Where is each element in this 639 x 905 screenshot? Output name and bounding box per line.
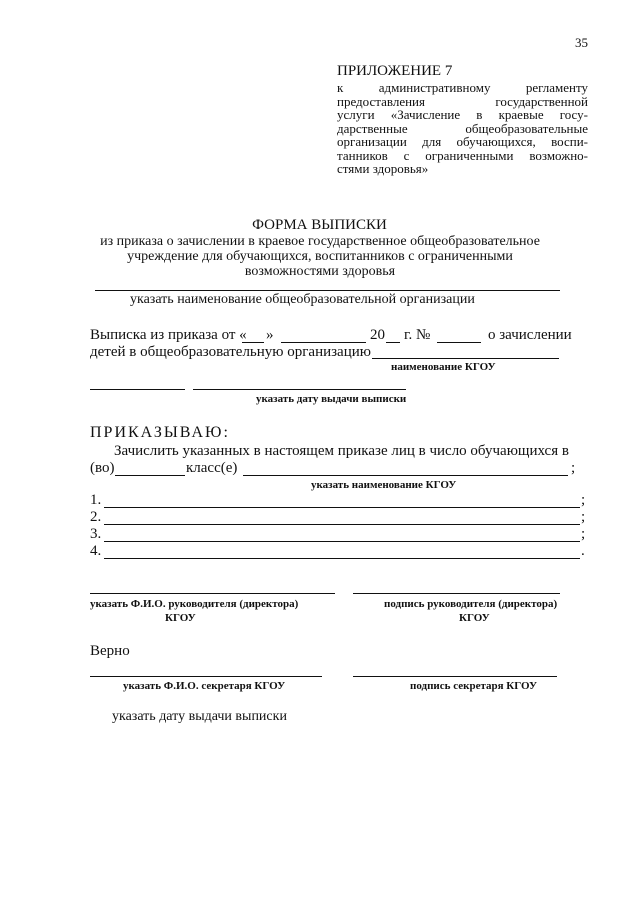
org-name-line bbox=[95, 290, 560, 291]
form-subtitle-line: из приказа о зачислении в краевое государственное общеобразовательное bbox=[100, 234, 540, 249]
extract-close-quote: » bbox=[266, 327, 274, 343]
class-semicolon: ; bbox=[571, 460, 576, 476]
secretary-sign-line bbox=[353, 676, 557, 677]
extract-suffix: о зачислении bbox=[488, 327, 572, 343]
secretary-fio-hint: указать Ф.И.О. секретаря КГОУ bbox=[123, 680, 286, 692]
list-item-line bbox=[104, 524, 580, 525]
list-item-number: 3. bbox=[90, 526, 102, 542]
director-sign-line bbox=[353, 593, 560, 594]
appendix-line: дарственные общеобразовательные bbox=[337, 120, 588, 136]
secretary-fio-line bbox=[90, 676, 322, 677]
appendix-title: ПРИЛОЖЕНИЕ 7 bbox=[337, 63, 453, 79]
page-number: 35 bbox=[575, 35, 588, 50]
appendix-line: организации для обучающихся, воспи- bbox=[337, 134, 588, 149]
enroll-text: Зачислить указанных в настоящем приказе лиц в число обучающихся в bbox=[114, 443, 569, 459]
appendix-line: услуги «Зачисление в краевые госу- bbox=[337, 107, 588, 122]
list-item-number: 4. bbox=[90, 543, 102, 559]
issue-date-line bbox=[193, 389, 406, 390]
issue-short-line bbox=[90, 389, 185, 390]
appendix-body bbox=[337, 81, 588, 176]
final-date-hint: указать дату выдачи выписки bbox=[112, 709, 287, 724]
list-item-end: ; bbox=[581, 526, 586, 542]
list-item-end: ; bbox=[581, 492, 586, 508]
list-item-line bbox=[104, 507, 580, 508]
list-item-end: ; bbox=[581, 509, 586, 525]
director-fio-line bbox=[90, 593, 335, 594]
list-item-end: . bbox=[581, 543, 585, 559]
kgou-name-hint: наименование КГОУ bbox=[391, 361, 496, 373]
director-sign-hint: подпись руководителя (директора) bbox=[384, 598, 558, 610]
secretary-sign-hint: подпись секретаря КГОУ bbox=[410, 680, 538, 692]
appendix-line: танников с ограниченными возможно- bbox=[337, 147, 588, 163]
director-fio-hint-kgou: КГОУ bbox=[165, 612, 196, 624]
list-item-line bbox=[104, 558, 580, 559]
vo-label: (во) bbox=[90, 460, 115, 476]
appendix-line: к административному регламенту bbox=[337, 80, 588, 95]
list-item-number: 2. bbox=[90, 509, 102, 525]
day-line bbox=[242, 342, 264, 343]
extract-prefix: Выписка из приказа от « bbox=[90, 327, 247, 343]
extract-year: 20 bbox=[370, 327, 385, 343]
form-subtitle-line: возможностями здоровья bbox=[244, 264, 396, 279]
extract-line2: детей в общеобразовательную организацию bbox=[90, 344, 371, 360]
appendix-line: предоставления государственной bbox=[337, 93, 588, 109]
list-item-line bbox=[104, 541, 580, 542]
list-item-number: 1. bbox=[90, 492, 102, 508]
kgou-line bbox=[243, 475, 568, 476]
extract-number-label: г. № bbox=[404, 327, 431, 343]
form-subtitle-line: учреждение для обучающихся, воспитанников с ограниченными bbox=[127, 249, 513, 264]
director-fio-hint: указать Ф.И.О. руководителя (директора) bbox=[90, 598, 299, 610]
verno-label: Верно bbox=[90, 643, 130, 659]
order-word: ПРИКАЗЫВАЮ: bbox=[90, 424, 230, 441]
class-number-line bbox=[115, 475, 185, 476]
order-number-line bbox=[437, 342, 481, 343]
class-label: класс(е) bbox=[186, 460, 238, 476]
director-sign-hint-kgou: КГОУ bbox=[459, 612, 490, 624]
issue-date-hint: указать дату выдачи выписки bbox=[256, 393, 407, 405]
appendix-line: стями здоровья» bbox=[337, 161, 429, 176]
kgou-name-line bbox=[372, 358, 559, 359]
year-line bbox=[386, 342, 400, 343]
form-title: ФОРМА ВЫПИСКИ bbox=[252, 217, 387, 233]
kgou-name-hint-2: указать наименование КГОУ bbox=[311, 479, 457, 491]
org-name-hint: указать наименование общеобразовательной организации bbox=[130, 292, 475, 307]
month-line bbox=[281, 342, 366, 343]
form-subtitle bbox=[30, 234, 610, 279]
